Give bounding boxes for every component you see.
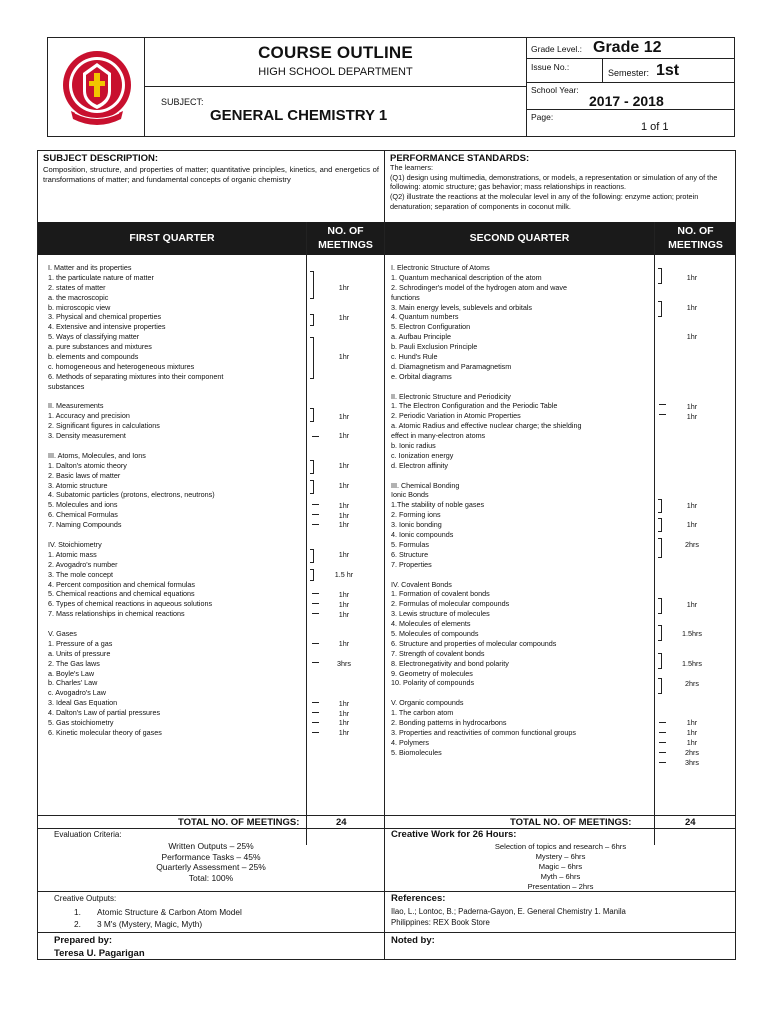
first-quarter-topics <box>48 263 304 738</box>
topic-item: 4. Polymers <box>391 737 429 747</box>
subject-name: GENERAL CHEMISTRY 1 <box>210 107 388 124</box>
dash <box>312 603 319 604</box>
topic-item: II. Measurements <box>48 401 104 411</box>
creative-work-heading: Creative Work for 26 Hours: <box>391 829 517 840</box>
college-seal-logo <box>61 45 133 129</box>
total-divider <box>306 815 307 828</box>
meeting-hours: 3hrs <box>685 758 699 767</box>
topic-item: 5. Molecules and ions <box>48 500 118 510</box>
topic-item: 4. Quantum numbers <box>391 312 459 322</box>
topic-item: 2. Schrodinger's model of the hydrogen atom and wave <box>391 282 567 292</box>
grade-level-label: Grade Level.: <box>531 44 583 54</box>
topic-item: b. Charles' Law <box>48 678 98 688</box>
topic-item: 6. Chemical Formulas <box>48 510 118 520</box>
meeting-hours: 1hr <box>338 698 350 708</box>
topic-item: a. the macroscopic <box>48 292 109 302</box>
page-row <box>527 110 735 136</box>
dash <box>659 404 666 405</box>
row-divider <box>38 815 735 816</box>
meeting-hours: 1hr <box>338 599 350 609</box>
row-divider <box>38 932 735 933</box>
creative-outputs-list <box>74 906 242 930</box>
topic-item: 4. Dalton's Law of partial pressures <box>48 708 161 718</box>
q1-meetings-header: NO. OF MEETINGS <box>307 222 384 255</box>
meeting-hours: 1hr <box>686 411 698 421</box>
topic-item: 8. Electronegativity and bond polarity <box>391 658 509 668</box>
topic-item: I. Electronic Structure of Atoms <box>391 263 490 272</box>
first-quarter-header: FIRST QUARTER <box>38 222 306 255</box>
topic-item: 6. Structure and properties of molecular compounds <box>391 638 557 648</box>
topic-item: 1. Pressure of a gas <box>48 638 113 648</box>
spacer-row <box>391 382 653 392</box>
meeting-hours: 3hrs <box>337 659 351 668</box>
topic-item: I. Matter and its properties <box>48 263 132 272</box>
dash <box>312 504 319 505</box>
topic-item: 2. Avogadro's number <box>48 559 118 569</box>
reference-line: Philippines: REX Book Store <box>391 918 490 927</box>
total-divider <box>654 815 655 828</box>
subject-cell <box>145 87 526 136</box>
meeting-hours: 1.5hrs <box>682 659 702 668</box>
bracket <box>310 569 314 581</box>
q2-meetings-header: NO. OF MEETINGS <box>655 222 736 255</box>
dash <box>312 712 319 713</box>
dash <box>659 762 666 763</box>
topic-item: 7. Mass relationships in chemical reactions <box>48 609 185 619</box>
logo-cell <box>48 38 145 136</box>
semester-label: Semester: <box>608 68 650 78</box>
creative-work-line: Myth – 6hrs <box>540 872 581 881</box>
creative-output-item <box>74 906 242 918</box>
topic-item: 6. Structure <box>391 549 429 559</box>
creative-output-num: 1. <box>74 907 81 917</box>
topic-item: 4. Percent composition and chemical formulas <box>48 579 196 589</box>
topic-item: c. Ionization energy <box>391 450 454 460</box>
topic-item: 3. Main energy levels, sublevels and orbitals <box>391 302 533 312</box>
bracket <box>310 271 314 299</box>
meeting-hours: 1hr <box>686 500 698 510</box>
meeting-hours: 2hrs <box>685 678 699 688</box>
meeting-hours: 2hrs <box>685 540 699 550</box>
second-quarter-header: SECOND QUARTER <box>385 222 654 255</box>
dash <box>312 732 319 733</box>
topic-item: 3. Properties and reactivities of common functional groups <box>391 727 576 737</box>
spacer-row <box>48 619 304 629</box>
performance-standards-text <box>390 163 733 212</box>
topic-item: d. Diamagnetism and Paramagnetism <box>391 361 512 371</box>
school-year-row <box>527 83 735 110</box>
bracket <box>310 408 314 422</box>
bracket <box>658 598 662 614</box>
topic-item: Ionic Bonds <box>391 490 429 500</box>
evaluation-criteria-list <box>38 841 384 883</box>
topic-item: 7. Naming Compounds <box>48 520 122 530</box>
dash <box>312 662 319 663</box>
bracket <box>658 678 662 694</box>
topic-item: c. homogeneous and heterogeneous mixtures <box>48 361 195 371</box>
bracket <box>310 337 314 379</box>
dash <box>659 414 666 415</box>
meeting-hours: 1hr <box>338 639 350 649</box>
creative-output-num: 2. <box>74 919 81 929</box>
bracket <box>658 268 662 284</box>
dash <box>312 613 319 614</box>
dash <box>312 514 319 515</box>
creative-work-line: Selection of topics and research – 6hrs <box>494 842 627 851</box>
creative-work-line: Mystery – 6hrs <box>535 852 586 861</box>
dash <box>659 722 666 723</box>
q2-meetings-divider <box>654 222 655 845</box>
topic-item: 7. Properties <box>391 559 432 569</box>
dash <box>312 524 319 525</box>
spacer-row <box>48 530 304 540</box>
meeting-hours: 1hr <box>686 599 698 609</box>
creative-outputs-heading: Creative Outputs: <box>54 894 117 903</box>
topic-item: a. Boyle's Law <box>48 668 95 678</box>
grade-level-value: Grade 12 <box>593 39 662 56</box>
evaluation-heading: Evaluation Criteria: <box>54 830 122 839</box>
topic-item: 2. Significant figures in calculations <box>48 421 160 431</box>
topic-item: 10. Polarity of compounds <box>391 678 475 688</box>
meeting-hours: 1hr <box>338 589 350 599</box>
topic-item: 6. Kinetic molecular theory of gases <box>48 727 162 737</box>
dash <box>312 722 319 723</box>
performance-line: The learners: <box>390 163 433 172</box>
topic-item: substances <box>48 381 85 391</box>
topic-item: 5. Electron Configuration <box>391 322 471 332</box>
meeting-hours: 1hr <box>338 510 350 520</box>
topic-item: 2. The Gas laws <box>48 658 100 668</box>
topic-item: 3. The mole concept <box>48 569 113 579</box>
topic-item: effect in many-electron atoms <box>391 431 486 441</box>
topic-item: a. pure substances and mixtures <box>48 342 152 352</box>
topic-item: 1. Accuracy and precision <box>48 411 130 421</box>
references-list <box>391 906 626 928</box>
topic-item: 1. The carbon atom <box>391 708 454 718</box>
topic-item: 4. Subatomic particles (protons, electrons, neutrons) <box>48 490 215 500</box>
grade-level-row <box>527 38 735 59</box>
prepared-by-name: Teresa U. Pagarigan <box>54 948 145 959</box>
bracket <box>658 499 662 513</box>
bracket <box>658 653 662 669</box>
school-year-label: School Year: <box>531 85 579 95</box>
meeting-hours: 1hr <box>338 282 350 292</box>
topic-item: 2. Basic laws of matter <box>48 470 121 480</box>
performance-line: (Q2) illustrate the reactions at the molecular level in any of the following: enzyme action; protein denaturation; separation of components in coconut milk. <box>390 192 699 211</box>
document-info <box>526 38 734 136</box>
bracket <box>310 314 314 326</box>
topic-item: 3. Atomic structure <box>48 480 108 490</box>
topic-item: IV. Stoichiometry <box>48 539 102 549</box>
bracket <box>658 301 662 317</box>
department-name: HIGH SCHOOL DEPARTMENT <box>258 66 413 78</box>
center-divider <box>384 151 385 959</box>
meeting-hours: 1hr <box>686 728 698 738</box>
topic-item: 1. Formation of covalent bonds <box>391 589 490 599</box>
evaluation-line: Written Outputs – 25% <box>168 841 254 851</box>
meeting-hours: 1hr <box>338 500 350 510</box>
meeting-hours: 1.5 hr <box>334 569 354 579</box>
topic-item: 5. Chemical reactions and chemical equations <box>48 589 195 599</box>
topic-item: 3. Ionic bonding <box>391 520 442 530</box>
topic-item: b. Pauli Exclusion Principle <box>391 342 478 352</box>
dash <box>312 702 319 703</box>
dash <box>312 643 319 644</box>
performance-line: (Q1) design using multimedia, demonstrations, or models, a representation or simulation of any of the following: atomic structure; gas behavior; mass relationships in reactions. <box>390 172 718 192</box>
spacer-row <box>48 392 304 402</box>
meeting-hours: 1hr <box>338 312 350 322</box>
topic-item: 6. Types of chemical reactions in aqueous solutions <box>48 599 213 609</box>
meeting-hours: 1hr <box>338 609 350 619</box>
header-table <box>47 37 735 137</box>
spacer-row <box>391 471 653 481</box>
course-content-table <box>37 150 736 960</box>
meeting-hours: 1.5hrs <box>682 629 702 639</box>
semester-value: 1st <box>656 62 680 79</box>
topic-item: 9. Geometry of molecules <box>391 668 473 678</box>
topic-item: functions <box>391 292 420 302</box>
topic-item: 2. states of matter <box>48 282 106 292</box>
document-title: COURSE OUTLINE <box>258 43 413 62</box>
prepared-by-label: Prepared by: <box>54 935 113 946</box>
subject-label: SUBJECT: <box>161 97 204 107</box>
topic-item: 3. Physical and chemical properties <box>48 312 162 322</box>
q1-total-label: TOTAL NO. OF MEETINGS: <box>178 817 300 828</box>
meeting-hours: 1hr <box>338 728 350 738</box>
creative-output-text: Atomic Structure & Carbon Atom Model <box>97 907 242 917</box>
subject-description-text: Composition, structure, and properties of matter; quantitative principles, kinetics, and energetics of transformations of matter; and fundamental concepts of organic chemistry <box>43 165 379 184</box>
topic-item: III. Chemical Bonding <box>391 480 460 490</box>
evaluation-line: Performance Tasks – 45% <box>161 851 261 862</box>
meeting-hours: 1hr <box>686 520 698 530</box>
meeting-hours: 1hr <box>686 302 698 312</box>
evaluation-line: Total: 100% <box>188 872 234 883</box>
meeting-hours: 1hr <box>686 738 698 748</box>
topic-item: 2. Periodic Variation in Atomic Properties <box>391 411 521 421</box>
topic-item: c. Hund's Rule <box>391 352 438 362</box>
topic-item: 5. Gas stoichiometry <box>48 717 114 727</box>
performance-standards-heading: PERFORMANCE STANDARDS: <box>390 153 530 164</box>
subject-description-heading: SUBJECT DESCRIPTION: <box>43 153 159 164</box>
meeting-hours: 1hr <box>338 411 350 421</box>
q2-total-value: 24 <box>685 817 696 828</box>
meeting-hours: 1hr <box>686 332 698 342</box>
topic-item: 1. Atomic mass <box>48 549 97 559</box>
dash <box>659 732 666 733</box>
issue-divider <box>602 59 603 83</box>
dash <box>659 742 666 743</box>
topic-item: b. microscopic view <box>48 302 111 312</box>
dash <box>312 593 319 594</box>
bracket <box>658 625 662 641</box>
topic-item: V. Gases <box>48 628 77 638</box>
topic-item: III. Atoms, Molecules, and Ions <box>48 450 146 460</box>
topic-item: 1. the particulate nature of matter <box>48 272 154 282</box>
dash <box>312 436 319 437</box>
creative-work-line: Magic – 6hrs <box>538 862 583 871</box>
creative-output-text: 3 M's (Mystery, Magic, Myth) <box>97 919 203 929</box>
bracket <box>310 460 314 474</box>
topic-item: 2. Bonding patterns in hydrocarbons <box>391 717 507 727</box>
topic-item: V. Organic compounds <box>391 698 464 708</box>
issue-semester-row <box>527 59 735 83</box>
topic-item: 1.The stability of noble gases <box>391 500 485 510</box>
topic-item: 3. Lewis structure of molecules <box>391 609 490 619</box>
row-divider <box>38 828 735 829</box>
topic-item: 4. Extensive and intensive properties <box>48 322 166 332</box>
meeting-hours: 1hr <box>338 708 350 718</box>
topic-item: a. Atomic Radius and effective nuclear charge; the shielding <box>391 421 582 431</box>
evaluation-line: Quarterly Assessment – 25% <box>156 862 266 872</box>
meeting-hours: 1hr <box>338 480 350 490</box>
noted-by-label: Noted by: <box>391 935 435 946</box>
meeting-hours: 1hr <box>686 272 698 282</box>
meeting-hours: 1hr <box>338 352 350 362</box>
meeting-hours: 1hr <box>338 461 350 470</box>
creative-work-list <box>385 842 736 892</box>
issue-no-label: Issue No.: <box>531 62 570 72</box>
q2-total-label: TOTAL NO. OF MEETINGS: <box>510 817 632 828</box>
topic-item: 4. Molecules of elements <box>391 619 471 629</box>
q1-meetings-divider <box>306 222 307 845</box>
creative-work-line: Presentation – 2hrs <box>527 882 594 891</box>
bracket <box>310 480 314 494</box>
dash <box>659 752 666 753</box>
meeting-hours: 1hr <box>338 431 350 441</box>
topic-item: 5. Biomolecules <box>391 747 442 757</box>
meeting-hours: 1hr <box>338 718 350 728</box>
topic-item: 3. Density measurement <box>48 431 126 441</box>
topic-item: 1. Quantum mechanical description of the atom <box>391 272 542 282</box>
meeting-hours: 2hrs <box>685 748 699 758</box>
topic-item: 3. Ideal Gas Equation <box>48 698 118 708</box>
topic-item: 1. The Electron Configuration and the Periodic Table <box>391 401 558 411</box>
bracket <box>310 549 314 563</box>
topic-item: e. Orbital diagrams <box>391 371 452 381</box>
meeting-hours: 1hr <box>686 401 698 411</box>
q1-total-value: 24 <box>336 817 347 828</box>
topic-item: c. Avogadro's Law <box>48 688 106 698</box>
bracket <box>658 538 662 558</box>
spacer-row <box>48 441 304 451</box>
page-label: Page: <box>531 112 554 122</box>
topic-item: 7. Strength of covalent bonds <box>391 648 485 658</box>
spacer-row <box>391 570 653 580</box>
title-cell <box>145 38 526 87</box>
topic-item: a. Units of pressure <box>48 648 111 658</box>
bracket <box>658 518 662 532</box>
meeting-hours: 1hr <box>338 520 350 530</box>
page-value: 1 of 1 <box>641 121 669 133</box>
topic-item: 2. Forming ions <box>391 510 441 520</box>
topic-item: 4. Ionic compounds <box>391 530 454 540</box>
second-quarter-topics <box>391 263 653 758</box>
topic-item: 2. Formulas of molecular compounds <box>391 599 510 609</box>
creative-output-item <box>74 918 242 930</box>
meeting-hours: 1hr <box>686 718 698 728</box>
references-heading: References: <box>391 893 446 904</box>
topic-item: IV. Covalent Bonds <box>391 579 452 589</box>
topic-item: b. Ionic radius <box>391 441 436 451</box>
topic-item: d. Electron affinity <box>391 460 448 470</box>
topic-item: 5. Ways of classifying matter <box>48 332 140 342</box>
school-year-value: 2017 - 2018 <box>589 93 664 109</box>
topic-item: a. Aufbau Principle <box>391 332 451 342</box>
topic-item: 1. Dalton's atomic theory <box>48 460 127 470</box>
topic-item: II. Electronic Structure and Periodicity <box>391 391 511 401</box>
spacer-row <box>391 688 653 698</box>
meeting-hours: 1hr <box>338 550 350 560</box>
reference-line: Ilao, L.; Lontoc, B.; Paderna-Gayon, E. General Chemistry 1. Manila <box>391 907 626 916</box>
topic-item: 6. Methods of separating mixtures into their component <box>48 371 224 381</box>
topic-item: 5. Molecules of compounds <box>391 628 479 638</box>
topic-item: b. elements and compounds <box>48 352 139 362</box>
topic-item: 5. Formulas <box>391 539 429 549</box>
